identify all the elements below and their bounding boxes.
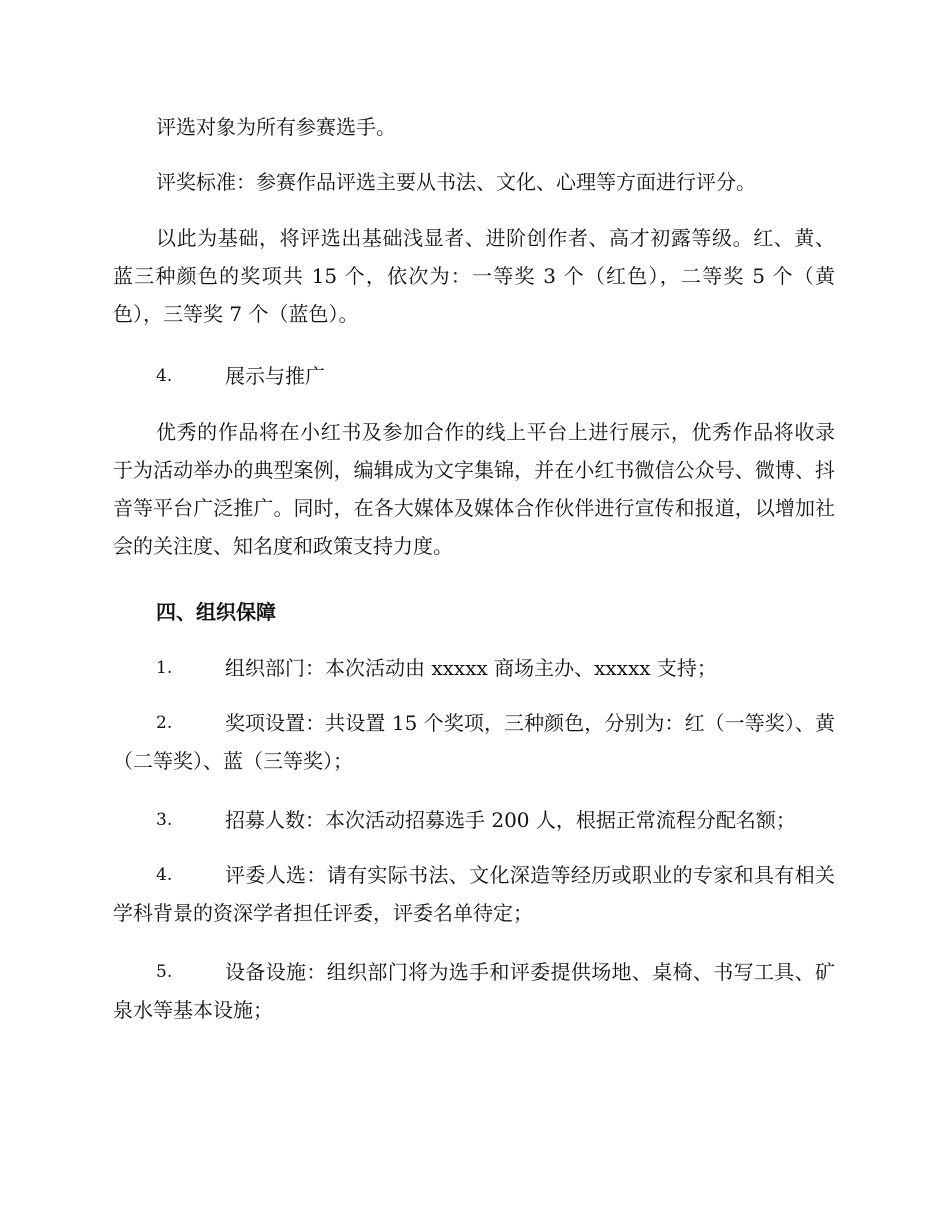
paragraph-promotion: 优秀的作品将在小红书及参加合作的线上平台上进行展示，优秀作品将收录于为活动举办的典型案例，编辑成为文字集锦，并在小红书微信公众号、微博、抖音等平台广泛推广。同时，在各大媒体及媒体合作伙伴进行宣传和报道，以增加社会的关注度、知名度和政策支持力度。 <box>113 420 835 558</box>
list-number: 4. <box>156 366 173 386</box>
list-number: 3. <box>156 810 173 830</box>
list-item <box>113 953 835 1029</box>
list-item-text: 设备设施：组织部门将为选手和评委提供场地、桌椅、书写工具、矿泉水等基本设施； <box>113 960 835 1022</box>
list-item-text: 组织部门：本次活动由 xxxxx 商场主办、xxxxx 支持； <box>225 656 717 680</box>
section-heading: 四、组织保障 <box>156 600 276 624</box>
list-item-text: 招募人数：本次活动招募选手 200 人，根据正常流程分配名额； <box>225 808 796 832</box>
paragraph-award-levels: 以此为基础，将评选出基础浅显者、进阶创作者、高才初露等级。红、黄、蓝三种颜色的奖项共 15 个，依次为：一等奖 3 个（红色），二等奖 5 个（黄色），三等奖 7 个（蓝色）。 <box>113 226 835 326</box>
list-item-text: 奖项设置：共设置 15 个奖项，三种颜色，分别为：红（一等奖）、黄（二等奖）、蓝（三等奖）； <box>113 711 835 773</box>
list-number: 2. <box>156 713 173 733</box>
list-number: 1. <box>156 658 173 678</box>
list-item-text: 展示与推广 <box>225 364 325 388</box>
list-item-text: 评委人选：请有实际书法、文化深造等经历或职业的专家和具有相关学科背景的资深学者担任评委，评委名单待定； <box>113 863 835 925</box>
list-item <box>113 649 835 687</box>
list-number: 5. <box>156 962 173 982</box>
paragraph-eligibility: 评选对象为所有参赛选手。 <box>156 115 396 139</box>
list-item <box>113 856 835 932</box>
list-item <box>113 801 835 839</box>
list-item <box>113 704 835 780</box>
list-number: 4. <box>156 865 173 885</box>
list-item-display-promotion <box>113 357 835 395</box>
paragraph-criteria: 评奖标准：参赛作品评选主要从书法、文化、心理等方面进行评分。 <box>156 170 756 194</box>
